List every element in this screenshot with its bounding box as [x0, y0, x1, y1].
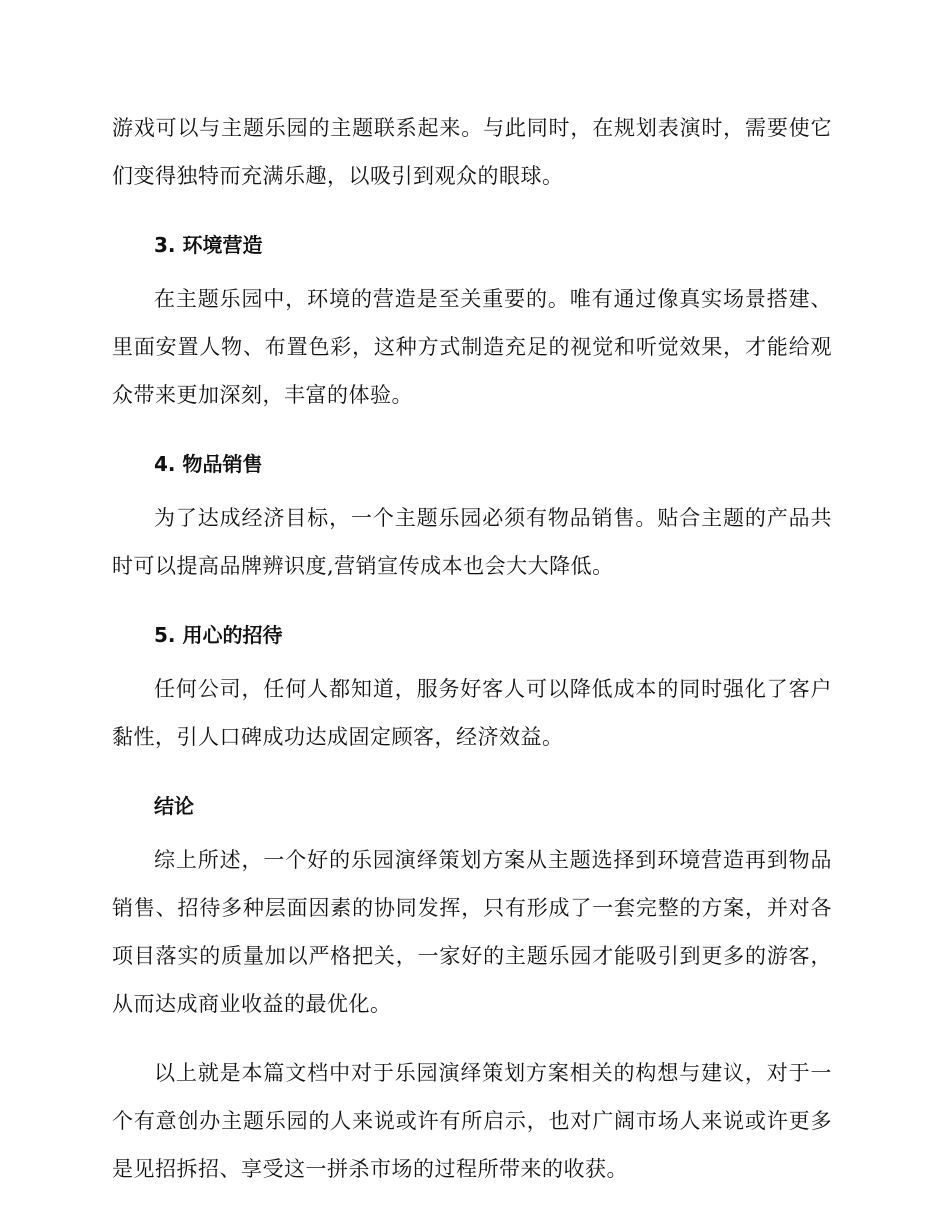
- section-heading-hospitality: 5. 用心的招待: [154, 623, 283, 647]
- section-paragraph-conclusion: 综上所述，一个好的乐园演绎策划方案从主题选择到环境营造再到物品销售、招待多种层面因素的协同发挥，只有形成了一套完整的方案，并对各项目落实的质量加以严格把关，一家好的主题乐园才能吸引到更多的游客，从而达成商业收益的最优化。: [112, 848, 832, 1016]
- section-heading-conclusion: 结论: [154, 794, 194, 818]
- document-page: [112, 104, 832, 1214]
- section-heading-environment: 3. 环境营造: [154, 233, 263, 257]
- intro-paragraph: 游戏可以与主题乐园的主题联系起来。与此同时，在规划表演时，需要使它们变得独特而充满乐趣，以吸引到观众的眼球。: [112, 116, 832, 188]
- section-paragraph-environment: 在主题乐园中，环境的营造是至关重要的。唯有通过像真实场景搭建、里面安置人物、布置色彩，这种方式制造充足的视觉和听觉效果，才能给观众带来更加深刻，丰富的体验。: [112, 287, 832, 407]
- closing-paragraph: 以上就是本篇文档中对于乐园演绎策划方案相关的构想与建议，对于一个有意创办主题乐园的人来说或许有所启示，也对广阔市场人来说或许更多是见招拆招、享受这一拼杀市场的过程所带来的收获。: [112, 1061, 832, 1181]
- section-paragraph-hospitality: 任何公司，任何人都知道，服务好客人可以降低成本的同时强化了客户黏性，引人口碑成功达成固定顾客，经济效益。: [112, 677, 832, 749]
- section-paragraph-merchandise: 为了达成经济目标，一个主题乐园必须有物品销售。贴合主题的产品共时可以提高品牌辨识度,营销宣传成本也会大大降低。: [112, 506, 832, 578]
- section-heading-merchandise: 4. 物品销售: [154, 452, 263, 476]
